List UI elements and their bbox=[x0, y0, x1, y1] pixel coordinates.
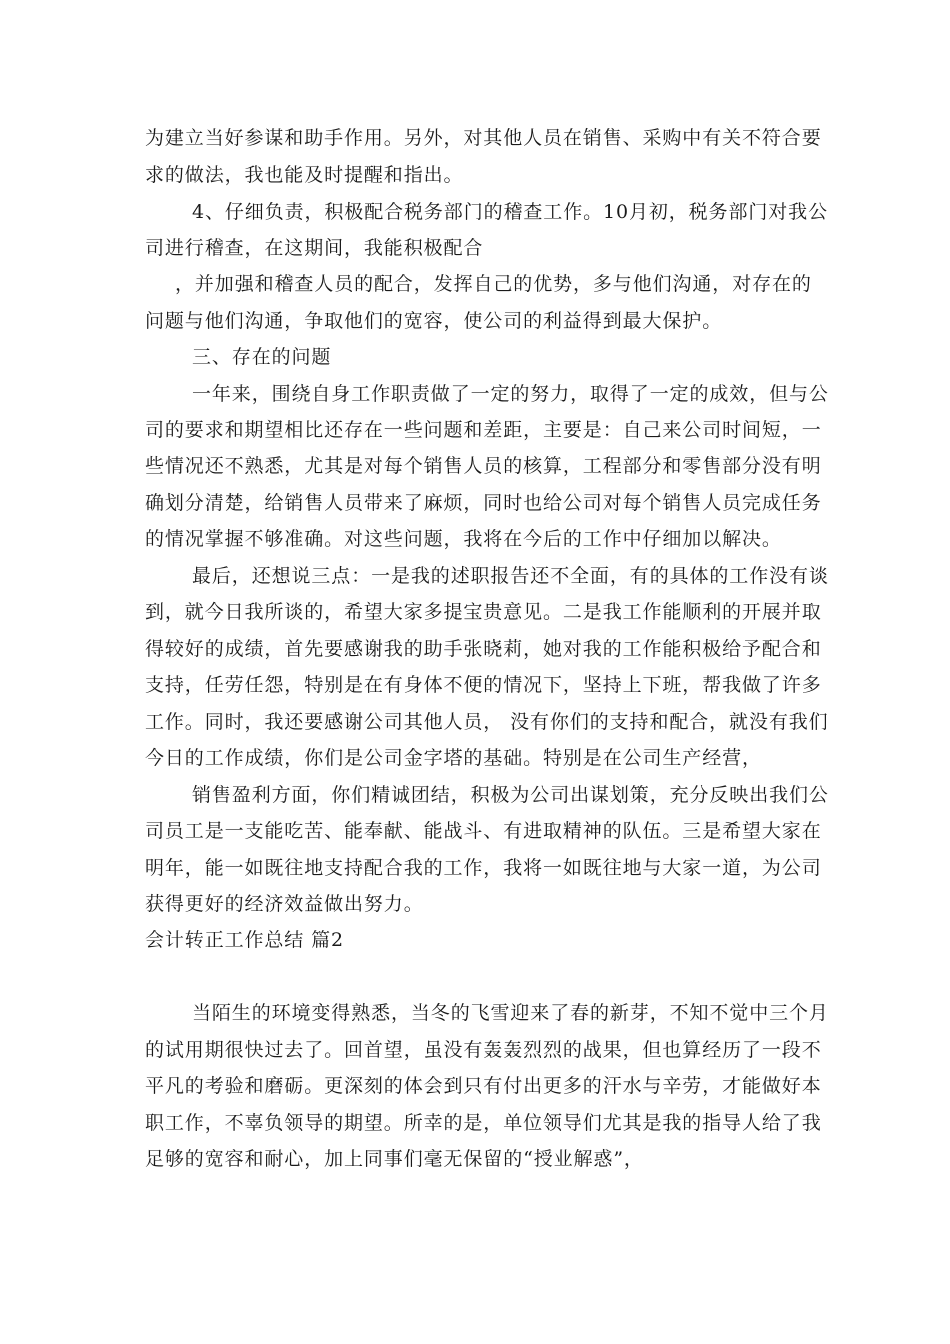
text-line: 明年，能一如既往地支持配合我的工作，我将一如既往地与大家一道，为公司 bbox=[145, 857, 822, 879]
section-title: 会计转正工作总结 篇2 bbox=[145, 929, 345, 951]
text-line: 今日的工作成绩，你们是公司金字塔的基础。特别是在公司生产经营， bbox=[145, 747, 762, 769]
text-line: 当陌生的环境变得熟悉，当冬的飞雪迎来了春的新芽，不知不觉中三个月 bbox=[192, 1002, 829, 1024]
text-line: 的情况掌握不够准确。对这些问题，我将在今后的工作中仔细加以解决。 bbox=[145, 528, 782, 550]
text-line: 司员工是一支能吃苦、能奉献、能战斗、有进取精神的队伍。三是希望大家在 bbox=[145, 820, 822, 842]
text-line: 为建立当好参谋和助手作用。另外，对其他人员在销售、采购中有关不符合要 bbox=[145, 127, 822, 149]
text-line: 司的要求和期望相比还存在一些问题和差距，主要是：自己来公司时间短，一 bbox=[145, 419, 822, 441]
text-line: 的试用期很快过去了。回首望，虽没有轰轰烈烈的战果，但也算经历了一段不 bbox=[145, 1039, 822, 1061]
text-line: 问题与他们沟通，争取他们的宽容，使公司的利益得到最大保护。 bbox=[145, 310, 723, 332]
text-line: 得较好的成绩，首先要感谢我的助手张晓莉，她对我的工作能积极给予配合和 bbox=[145, 638, 822, 660]
text-line: 足够的宽容和耐心，加上同事们毫无保留的“授业解惑”， bbox=[145, 1148, 644, 1170]
text-line: 支持，任劳任怨，特别是在有身体不便的情况下，坚持上下班，帮我做了许多 bbox=[145, 674, 822, 696]
text-line: 一年来，围绕自身工作职责做了一定的努力，取得了一定的成效，但与公 bbox=[192, 383, 829, 405]
text-line: 确划分清楚，给销售人员带来了麻烦，同时也给公司对每个销售人员完成任务 bbox=[145, 492, 822, 514]
text-line: 4、仔细负责，积极配合税务部门的稽查工作。10月初，税务部门对我公 bbox=[192, 201, 828, 223]
text-line: 职工作，不辜负领导的期望。所幸的是，单位领导们尤其是我的指导人给了我 bbox=[145, 1112, 822, 1134]
text-line: 获得更好的经济效益做出努力。 bbox=[145, 893, 424, 915]
text-line: 工作。同时，我还要感谢公司其他人员， 没有你们的支持和配合，就没有我们 bbox=[145, 711, 829, 733]
text-line: ，并加强和稽查人员的配合，发挥自己的优势，多与他们沟通，对存在的 bbox=[175, 273, 812, 295]
text-line: 些情况还不熟悉，尤其是对每个销售人员的核算，工程部分和零售部分没有明 bbox=[145, 455, 822, 477]
text-line: 求的做法，我也能及时提醒和指出。 bbox=[145, 164, 464, 186]
text-line: 司进行稽查，在这期间，我能积极配合 bbox=[145, 237, 484, 259]
text-line: 到，就今日我所谈的，希望大家多提宝贵意见。二是我工作能顺利的开展并取 bbox=[145, 601, 822, 623]
text-line: 平凡的考验和磨砺。更深刻的体会到只有付出更多的汗水与辛劳，才能做好本 bbox=[145, 1075, 822, 1097]
section-heading: 三、存在的问题 bbox=[192, 346, 332, 368]
text-line: 销售盈利方面，你们精诚团结，积极为公司出谋划策，充分反映出我们公 bbox=[192, 784, 829, 806]
text-line: 最后，还想说三点：一是我的述职报告还不全面，有的具体的工作没有谈 bbox=[192, 565, 829, 587]
